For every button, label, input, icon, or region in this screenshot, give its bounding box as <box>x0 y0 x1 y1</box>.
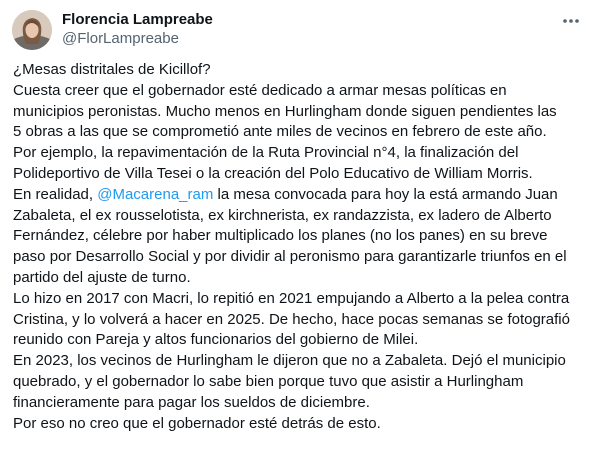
tweet-line: quebrado, y el gobernador lo sabe bien porque tuvo que asistir a Hurlingham <box>13 372 524 390</box>
tweet-line: Lo hizo en 2017 con Macri, lo repitió en 2021 empujando a Alberto a la pelea contra <box>13 289 570 307</box>
more-options-icon <box>562 18 580 24</box>
tweet-line: Cuesta creer que el gobernador esté dedicado a armar mesas políticas en <box>13 81 507 99</box>
tweet-line: Polideportivo de Villa Tesei o la creación del Polo Educativo de William Morris. <box>13 164 533 182</box>
profile-photo-icon <box>12 10 52 50</box>
tweet-line-suffix: la mesa convocada para hoy la está armando Juan <box>217 185 558 203</box>
author-display-name[interactable]: Florencia Lampreabe <box>62 11 213 28</box>
tweet-line: Por eso no creo que el gobernador esté detrás de esto. <box>13 414 381 432</box>
tweet-line: Zabaleta, el ex rousselotista, ex kirchnerista, ex randazzista, ex ladero de Alberto <box>13 206 552 224</box>
tweet-line: paso por Desarrollo Social y por dividir al peronismo para garantizarle triunfos en el <box>13 248 567 266</box>
tweet-line: ¿Mesas distritales de Kicillof? <box>13 61 211 78</box>
tweet-line: Por ejemplo, la repavimentación de la Ruta Provincial n°4, la finalización del <box>13 144 519 162</box>
author-handle[interactable]: @FlorLampreabe <box>62 30 179 47</box>
tweet-line: partido del ajuste de turno. <box>13 268 191 286</box>
tweet-line: financieramente para pagar los sueldos de diciembre. <box>13 393 370 411</box>
tweet-line: En 2023, los vecinos de Hurlingham le dijeron que no a Zabaleta. Dejó el municipio <box>13 352 566 370</box>
tweet-line: municipios peronistas. Mucho menos en Hurlingham donde siguen pendientes las <box>13 102 557 120</box>
tweet-text <box>13 60 588 434</box>
tweet-line: reunido con Pareja y altos funcionarios del gobierno de Milei. <box>13 331 419 349</box>
mention-link[interactable]: @Macarena_ram <box>97 185 214 203</box>
tweet-line: Cristina, y lo volverá a hacer en 2025. De hecho, hace pocas semanas se fotografió <box>13 310 570 328</box>
avatar[interactable] <box>12 10 52 50</box>
tweet-line: Fernández, célebre por haber multiplicado los planes (no los panes) en su breve <box>13 227 548 245</box>
more-options-button[interactable] <box>559 12 583 30</box>
tweet-line-with-mention <box>13 185 588 206</box>
tweet-header <box>12 10 585 50</box>
tweet-line-prefix: En realidad, <box>13 185 94 203</box>
tweet-line: 5 obras a las que se comprometió ante miles de vecinos en febrero de este año. <box>13 123 547 141</box>
